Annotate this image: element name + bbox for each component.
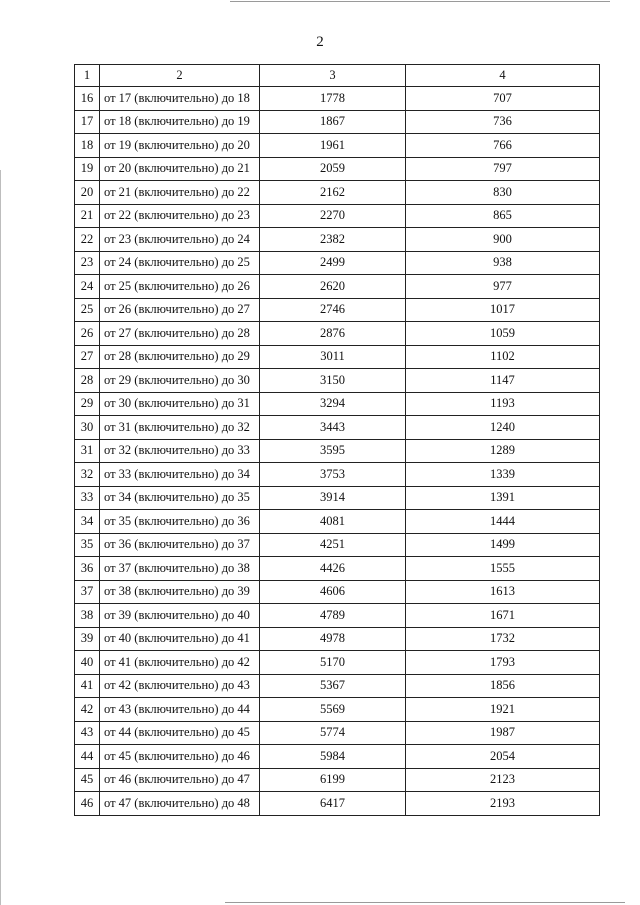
row-number-cell: 19 xyxy=(75,157,100,181)
value-col-4-cell: 1289 xyxy=(406,439,600,463)
table-row xyxy=(75,392,600,416)
range-cell: от 20 (включительно) до 21 xyxy=(100,157,260,181)
row-number-cell: 37 xyxy=(75,580,100,604)
row-number-cell: 25 xyxy=(75,298,100,322)
header-cell-col-4: 4 xyxy=(406,65,600,87)
value-col-3-cell: 2620 xyxy=(260,275,406,299)
value-col-3-cell: 4978 xyxy=(260,627,406,651)
value-col-4-cell: 1987 xyxy=(406,721,600,745)
value-col-3-cell: 1778 xyxy=(260,87,406,111)
row-number-cell: 24 xyxy=(75,275,100,299)
table-row xyxy=(75,369,600,393)
value-col-4-cell: 865 xyxy=(406,204,600,228)
table-row xyxy=(75,416,600,440)
value-col-4-cell: 1856 xyxy=(406,674,600,698)
value-col-3-cell: 3294 xyxy=(260,392,406,416)
value-col-3-cell: 5984 xyxy=(260,745,406,769)
table-row xyxy=(75,674,600,698)
row-number-cell: 27 xyxy=(75,345,100,369)
range-cell: от 36 (включительно) до 37 xyxy=(100,533,260,557)
row-number-cell: 28 xyxy=(75,369,100,393)
value-col-3-cell: 4251 xyxy=(260,533,406,557)
table-row xyxy=(75,557,600,581)
row-number-cell: 29 xyxy=(75,392,100,416)
value-col-3-cell: 3150 xyxy=(260,369,406,393)
value-col-3-cell: 4789 xyxy=(260,604,406,628)
value-col-4-cell: 1102 xyxy=(406,345,600,369)
table-row xyxy=(75,627,600,651)
range-cell: от 33 (включительно) до 34 xyxy=(100,463,260,487)
row-number-cell: 18 xyxy=(75,134,100,158)
range-cell: от 29 (включительно) до 30 xyxy=(100,369,260,393)
table-body xyxy=(75,87,600,816)
value-col-3-cell: 4081 xyxy=(260,510,406,534)
value-col-3-cell: 5774 xyxy=(260,721,406,745)
range-cell: от 40 (включительно) до 41 xyxy=(100,627,260,651)
range-cell: от 46 (включительно) до 47 xyxy=(100,768,260,792)
table-row xyxy=(75,721,600,745)
header-cell-col-3: 3 xyxy=(260,65,406,87)
value-col-4-cell: 1613 xyxy=(406,580,600,604)
range-cell: от 34 (включительно) до 35 xyxy=(100,486,260,510)
value-col-4-cell: 1671 xyxy=(406,604,600,628)
row-number-cell: 20 xyxy=(75,181,100,205)
value-col-4-cell: 1059 xyxy=(406,322,600,346)
value-col-3-cell: 4606 xyxy=(260,580,406,604)
value-col-3-cell: 1867 xyxy=(260,110,406,134)
range-cell: от 25 (включительно) до 26 xyxy=(100,275,260,299)
row-number-cell: 39 xyxy=(75,627,100,651)
value-col-3-cell: 5367 xyxy=(260,674,406,698)
value-col-4-cell: 1499 xyxy=(406,533,600,557)
value-col-4-cell: 977 xyxy=(406,275,600,299)
value-col-4-cell: 2123 xyxy=(406,768,600,792)
table-row xyxy=(75,298,600,322)
value-col-3-cell: 6199 xyxy=(260,768,406,792)
value-col-3-cell: 6417 xyxy=(260,792,406,816)
top-scan-line xyxy=(230,1,610,2)
range-cell: от 39 (включительно) до 40 xyxy=(100,604,260,628)
row-number-cell: 43 xyxy=(75,721,100,745)
table-row xyxy=(75,486,600,510)
value-col-4-cell: 1339 xyxy=(406,463,600,487)
value-col-3-cell: 5170 xyxy=(260,651,406,675)
table-row xyxy=(75,698,600,722)
value-col-4-cell: 707 xyxy=(406,87,600,111)
value-col-4-cell: 1240 xyxy=(406,416,600,440)
table-row xyxy=(75,87,600,111)
range-cell: от 19 (включительно) до 20 xyxy=(100,134,260,158)
row-number-cell: 42 xyxy=(75,698,100,722)
value-col-4-cell: 1444 xyxy=(406,510,600,534)
value-col-4-cell: 1391 xyxy=(406,486,600,510)
table-row xyxy=(75,204,600,228)
range-cell: от 37 (включительно) до 38 xyxy=(100,557,260,581)
value-col-3-cell: 1961 xyxy=(260,134,406,158)
value-col-4-cell: 1147 xyxy=(406,369,600,393)
range-cell: от 18 (включительно) до 19 xyxy=(100,110,260,134)
row-number-cell: 38 xyxy=(75,604,100,628)
row-number-cell: 41 xyxy=(75,674,100,698)
value-col-4-cell: 938 xyxy=(406,251,600,275)
range-cell: от 24 (включительно) до 25 xyxy=(100,251,260,275)
table-row xyxy=(75,580,600,604)
range-cell: от 28 (включительно) до 29 xyxy=(100,345,260,369)
value-col-4-cell: 1555 xyxy=(406,557,600,581)
value-col-4-cell: 1921 xyxy=(406,698,600,722)
table-row xyxy=(75,463,600,487)
range-cell: от 42 (включительно) до 43 xyxy=(100,674,260,698)
table-row xyxy=(75,322,600,346)
row-number-cell: 26 xyxy=(75,322,100,346)
table-row xyxy=(75,439,600,463)
row-number-cell: 32 xyxy=(75,463,100,487)
table-row xyxy=(75,792,600,816)
value-col-3-cell: 4426 xyxy=(260,557,406,581)
value-col-4-cell: 1732 xyxy=(406,627,600,651)
value-col-3-cell: 3011 xyxy=(260,345,406,369)
value-col-4-cell: 1017 xyxy=(406,298,600,322)
row-number-cell: 34 xyxy=(75,510,100,534)
value-col-3-cell: 3595 xyxy=(260,439,406,463)
data-table xyxy=(74,64,600,816)
value-col-3-cell: 3753 xyxy=(260,463,406,487)
header-cell-col-1: 1 xyxy=(75,65,100,87)
range-cell: от 43 (включительно) до 44 xyxy=(100,698,260,722)
value-col-3-cell: 3914 xyxy=(260,486,406,510)
table-row xyxy=(75,134,600,158)
range-cell: от 31 (включительно) до 32 xyxy=(100,416,260,440)
range-cell: от 35 (включительно) до 36 xyxy=(100,510,260,534)
range-cell: от 26 (включительно) до 27 xyxy=(100,298,260,322)
value-col-4-cell: 830 xyxy=(406,181,600,205)
range-cell: от 23 (включительно) до 24 xyxy=(100,228,260,252)
table-row xyxy=(75,510,600,534)
value-col-4-cell: 766 xyxy=(406,134,600,158)
value-col-4-cell: 797 xyxy=(406,157,600,181)
table-row xyxy=(75,345,600,369)
row-number-cell: 23 xyxy=(75,251,100,275)
range-cell: от 38 (включительно) до 39 xyxy=(100,580,260,604)
table-row xyxy=(75,533,600,557)
value-col-3-cell: 2382 xyxy=(260,228,406,252)
value-col-4-cell: 2054 xyxy=(406,745,600,769)
row-number-cell: 36 xyxy=(75,557,100,581)
row-number-cell: 35 xyxy=(75,533,100,557)
table-row xyxy=(75,157,600,181)
table-row xyxy=(75,768,600,792)
value-col-3-cell: 2499 xyxy=(260,251,406,275)
value-col-3-cell: 2270 xyxy=(260,204,406,228)
range-cell: от 27 (включительно) до 28 xyxy=(100,322,260,346)
row-number-cell: 33 xyxy=(75,486,100,510)
table-row xyxy=(75,251,600,275)
left-scan-edge xyxy=(0,170,1,905)
table-row xyxy=(75,604,600,628)
value-col-4-cell: 736 xyxy=(406,110,600,134)
table-row xyxy=(75,181,600,205)
header-cell-col-2: 2 xyxy=(100,65,260,87)
value-col-3-cell: 2876 xyxy=(260,322,406,346)
value-col-4-cell: 2193 xyxy=(406,792,600,816)
row-number-cell: 21 xyxy=(75,204,100,228)
row-number-cell: 30 xyxy=(75,416,100,440)
table-header-row xyxy=(75,65,600,87)
value-col-3-cell: 2162 xyxy=(260,181,406,205)
range-cell: от 30 (включительно) до 31 xyxy=(100,392,260,416)
value-col-4-cell: 1193 xyxy=(406,392,600,416)
row-number-cell: 17 xyxy=(75,110,100,134)
row-number-cell: 16 xyxy=(75,87,100,111)
row-number-cell: 45 xyxy=(75,768,100,792)
range-cell: от 41 (включительно) до 42 xyxy=(100,651,260,675)
table-row xyxy=(75,228,600,252)
row-number-cell: 46 xyxy=(75,792,100,816)
range-cell: от 21 (включительно) до 22 xyxy=(100,181,260,205)
row-number-cell: 22 xyxy=(75,228,100,252)
table-row xyxy=(75,651,600,675)
bottom-scan-line xyxy=(225,902,625,903)
range-cell: от 32 (включительно) до 33 xyxy=(100,439,260,463)
range-cell: от 17 (включительно) до 18 xyxy=(100,87,260,111)
value-col-4-cell: 900 xyxy=(406,228,600,252)
value-col-3-cell: 3443 xyxy=(260,416,406,440)
table-row xyxy=(75,745,600,769)
value-col-3-cell: 5569 xyxy=(260,698,406,722)
range-cell: от 22 (включительно) до 23 xyxy=(100,204,260,228)
value-col-4-cell: 1793 xyxy=(406,651,600,675)
row-number-cell: 40 xyxy=(75,651,100,675)
table-row xyxy=(75,110,600,134)
value-col-3-cell: 2059 xyxy=(260,157,406,181)
range-cell: от 44 (включительно) до 45 xyxy=(100,721,260,745)
table-row xyxy=(75,275,600,299)
value-col-3-cell: 2746 xyxy=(260,298,406,322)
row-number-cell: 31 xyxy=(75,439,100,463)
range-cell: от 47 (включительно) до 48 xyxy=(100,792,260,816)
row-number-cell: 44 xyxy=(75,745,100,769)
range-cell: от 45 (включительно) до 46 xyxy=(100,745,260,769)
page-number: 2 xyxy=(316,34,324,50)
